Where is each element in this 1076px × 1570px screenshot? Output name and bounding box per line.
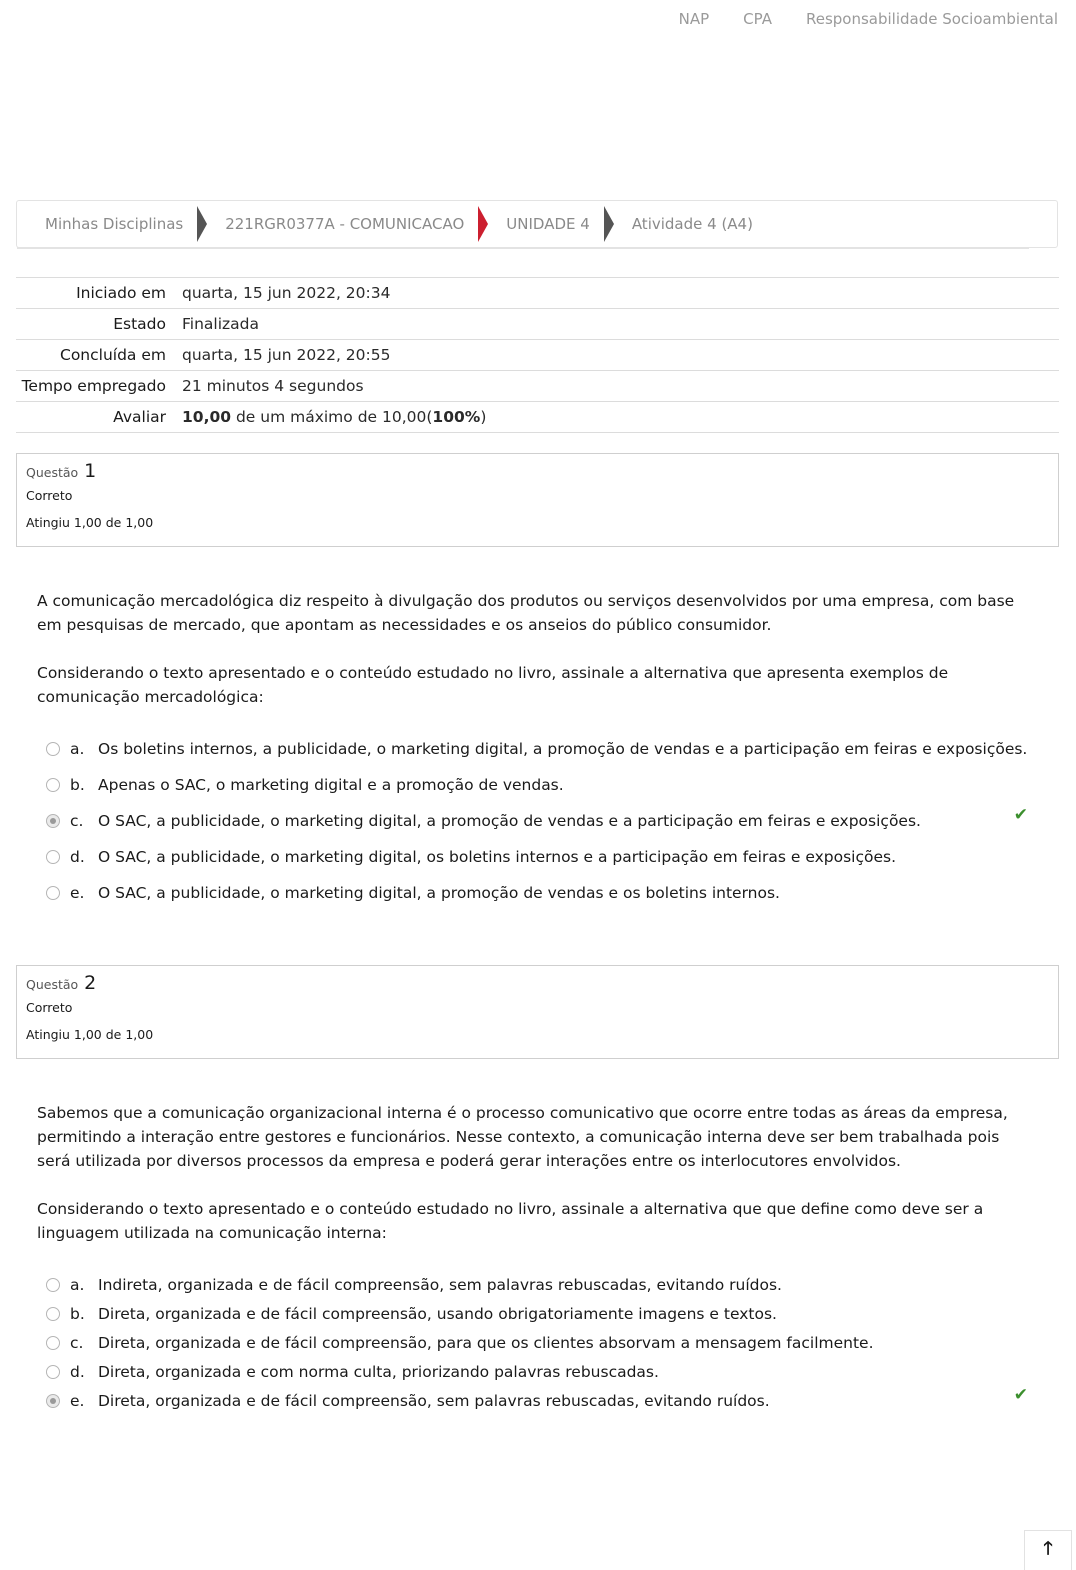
question-number-value: 2 <box>84 972 97 994</box>
summary-value: quarta, 15 jun 2022, 20:55 <box>182 346 391 364</box>
answer-letter: d. <box>70 848 85 866</box>
question-2-text <box>37 1101 1037 1269</box>
answer-text: Direta, organizada e de fácil compreensão, usando obrigatoriamente imagens e textos. <box>98 1305 777 1323</box>
radio-button[interactable] <box>46 1365 60 1379</box>
question-prompt: Considerando o texto apresentado e o conteúdo estudado no livro, assinale a alternativa que apresenta exemplos de comunicação mercadológica: <box>37 664 949 706</box>
answer-option-selected[interactable] <box>46 1385 1036 1413</box>
radio-button-checked[interactable] <box>46 814 60 828</box>
breadcrumb-unit[interactable]: UNIDADE 4 <box>506 215 590 233</box>
radio-button-checked[interactable] <box>46 1394 60 1408</box>
question-number <box>26 972 1049 994</box>
question-grade: Atingiu 1,00 de 1,00 <box>26 1027 154 1042</box>
summary-value: Finalizada <box>182 315 260 333</box>
answer-text: Direta, organizada e de fácil compreensão, para que os clientes absorvam a mensagem facilmente. <box>98 1334 874 1352</box>
breadcrumb-divider <box>17 247 1029 249</box>
radio-button[interactable] <box>46 742 60 756</box>
grade-percent: 100% <box>432 408 481 426</box>
breadcrumb <box>16 200 1058 248</box>
question-paragraph: A comunicação mercadológica diz respeito à divulgação dos produtos ou serviços desenvolvidos por uma empresa, com base em pesquisas de mercado, que apontam as necessidades e os anseios do público consumidor. <box>37 592 1015 634</box>
answer-text: O SAC, a publicidade, o marketing digital, a promoção de vendas e a participação em feiras e exposições. <box>98 812 921 830</box>
question-state: Correto <box>26 1000 73 1015</box>
radio-button[interactable] <box>46 886 60 900</box>
answer-option[interactable] <box>46 881 1036 905</box>
answer-letter: e. <box>70 1392 85 1410</box>
question-prefix: Questão <box>26 977 79 992</box>
question-prompt: Considerando o texto apresentado e o conteúdo estudado no livro, assinale a alternativa que que define como deve ser a linguagem utilizada na comunicação interna: <box>37 1200 984 1242</box>
summary-label: Iniciado em <box>76 284 166 302</box>
question-prefix: Questão <box>26 465 79 480</box>
answer-letter: b. <box>70 776 85 794</box>
grade-text: de um máximo de 10,00( <box>231 408 433 426</box>
answer-option[interactable] <box>46 773 1036 797</box>
question-state: Correto <box>26 488 73 503</box>
answer-option[interactable] <box>46 845 1036 869</box>
question-number-value: 1 <box>84 460 97 482</box>
breadcrumb-separator-icon <box>478 206 488 242</box>
summary-value: 21 minutos 4 segundos <box>182 377 364 395</box>
nav-link-nap[interactable]: NAP <box>678 10 710 28</box>
check-icon: ✔ <box>1013 805 1028 825</box>
answer-option-selected[interactable] <box>46 805 1036 833</box>
answer-letter: b. <box>70 1305 85 1323</box>
question-2-answers <box>46 1273 1036 1413</box>
answer-option[interactable] <box>46 1360 1036 1384</box>
answer-option[interactable] <box>46 1331 1036 1355</box>
answer-text: Indireta, organizada e de fácil compreensão, sem palavras rebuscadas, evitando ruídos. <box>98 1276 782 1294</box>
top-navigation <box>679 10 1058 28</box>
answer-option[interactable] <box>46 737 1036 761</box>
question-grade: Atingiu 1,00 de 1,00 <box>26 515 154 530</box>
question-1-info <box>16 453 1059 547</box>
answer-option[interactable] <box>46 1302 1036 1326</box>
answer-letter: c. <box>70 812 84 830</box>
answer-letter: a. <box>70 1276 85 1294</box>
arrow-up-icon: 🡑 <box>1043 1537 1053 1559</box>
answer-letter: c. <box>70 1334 84 1352</box>
check-icon: ✔ <box>1013 1385 1028 1405</box>
breadcrumb-minhas-disciplinas[interactable]: Minhas Disciplinas <box>45 215 184 233</box>
radio-button[interactable] <box>46 1307 60 1321</box>
answer-text: O SAC, a publicidade, o marketing digital, a promoção de vendas e os boletins internos. <box>98 884 780 902</box>
radio-button[interactable] <box>46 850 60 864</box>
summary-value: quarta, 15 jun 2022, 20:34 <box>182 284 391 302</box>
summary-label: Tempo empregado <box>21 377 166 395</box>
radio-button[interactable] <box>46 1278 60 1292</box>
summary-label: Estado <box>113 315 166 333</box>
breadcrumb-separator-icon <box>604 206 614 242</box>
answer-text: Os boletins internos, a publicidade, o marketing digital, a promoção de vendas e a participação em feiras e exposições. <box>98 740 1028 758</box>
breadcrumb-course[interactable]: 221RGR0377A - COMUNICACAO <box>225 215 465 233</box>
radio-button[interactable] <box>46 1336 60 1350</box>
question-number <box>26 460 1049 482</box>
nav-link-cpa[interactable]: CPA <box>743 10 772 28</box>
question-1-text <box>37 589 1037 733</box>
radio-button[interactable] <box>46 778 60 792</box>
question-2-info <box>16 965 1059 1059</box>
nav-link-responsabilidade[interactable]: Responsabilidade Socioambiental <box>805 10 1058 28</box>
attempt-summary <box>16 277 1059 433</box>
back-to-top-button[interactable] <box>1024 1530 1072 1570</box>
grade-score: 10,00 <box>182 408 232 426</box>
grade-end: ) <box>480 408 487 426</box>
question-1-answers <box>46 737 1036 905</box>
breadcrumb-activity[interactable]: Atividade 4 (A4) <box>631 215 753 233</box>
answer-letter: a. <box>70 740 85 758</box>
answer-letter: d. <box>70 1363 85 1381</box>
answer-text: O SAC, a publicidade, o marketing digital, os boletins internos e a participação em feiras e exposições. <box>98 848 897 866</box>
answer-text: Apenas o SAC, o marketing digital e a promoção de vendas. <box>98 776 564 794</box>
answer-text: Direta, organizada e de fácil compreensão, sem palavras rebuscadas, evitando ruídos. <box>98 1392 770 1410</box>
breadcrumb-separator-icon <box>197 206 207 242</box>
question-paragraph: Sabemos que a comunicação organizacional interna é o processo comunicativo que ocorre entre todas as áreas da empresa, permitindo a interação entre gestores e funcionários. Nesse contexto, a comunicação interna deve ser bem trabalhada pois será utilizada por diversos processos da empresa e poderá gerar interações entre os interlocutores envolvidos. <box>37 1104 1008 1170</box>
answer-letter: e. <box>70 884 85 902</box>
summary-label: Concluída em <box>60 346 166 364</box>
summary-label: Avaliar <box>113 408 166 426</box>
answer-option[interactable] <box>46 1273 1036 1297</box>
summary-grade <box>174 402 1059 433</box>
answer-text: Direta, organizada e com norma culta, priorizando palavras rebuscadas. <box>98 1363 659 1381</box>
